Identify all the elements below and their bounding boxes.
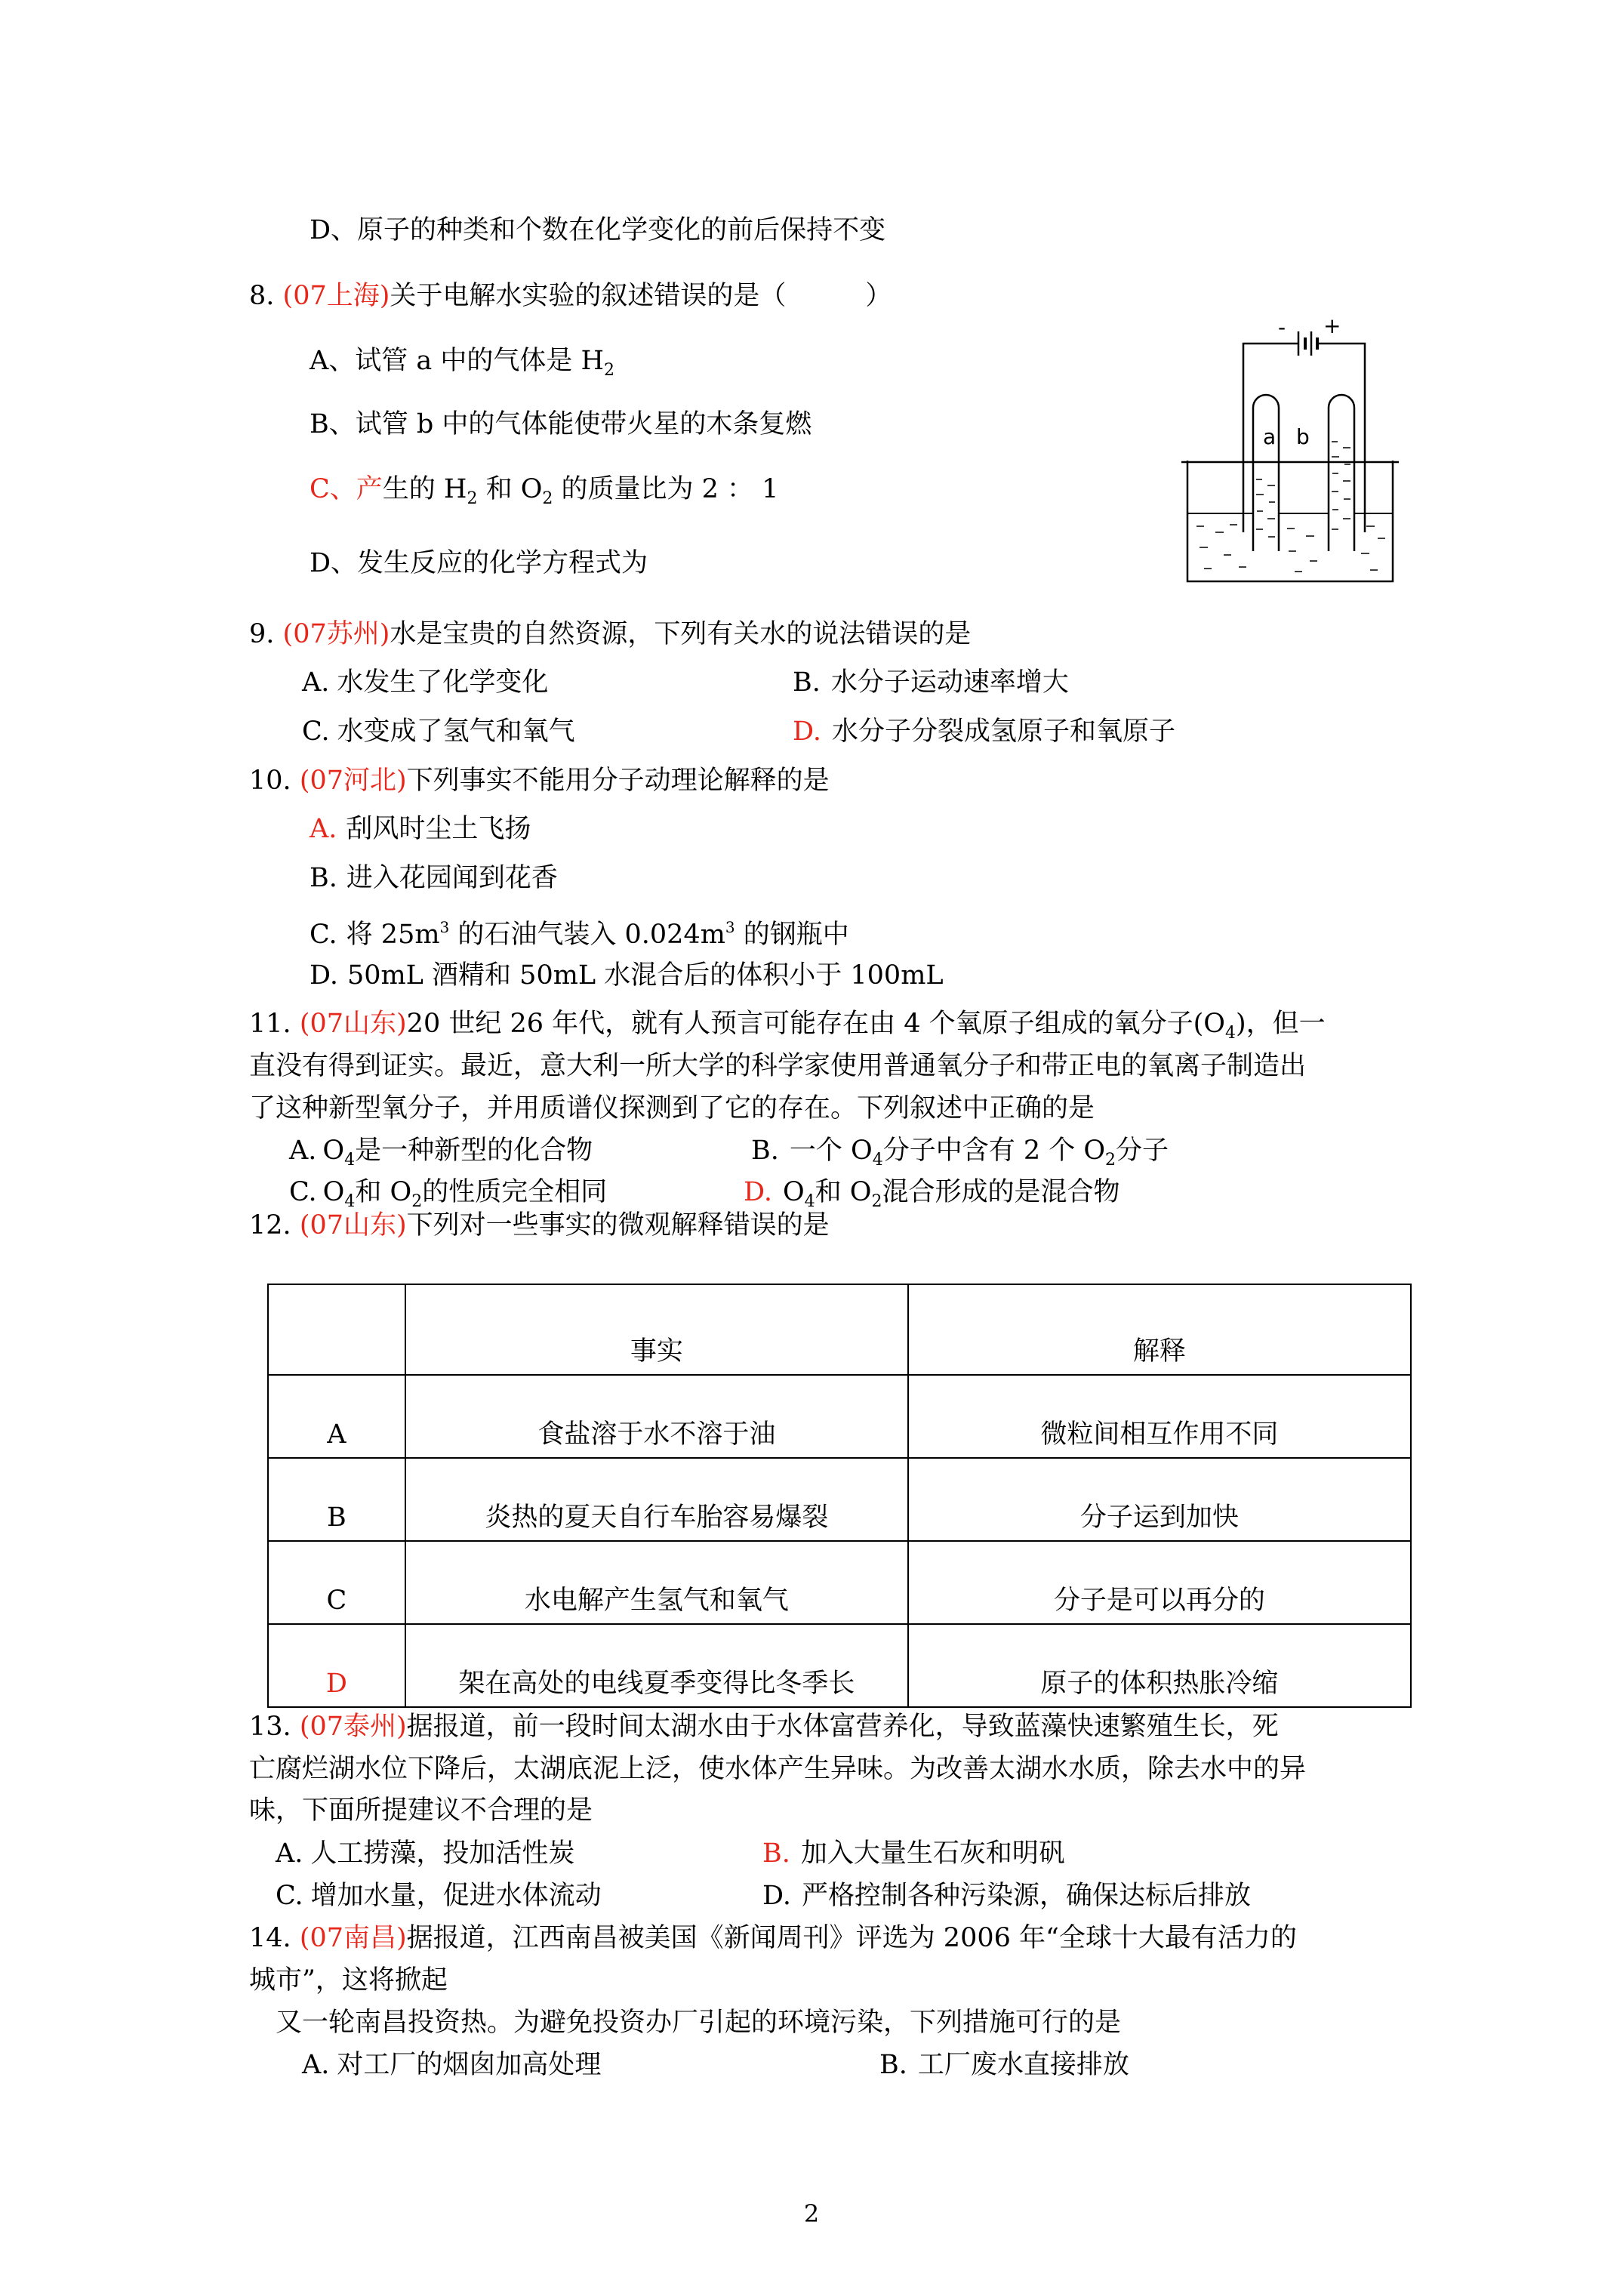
- header-cell: [268, 1284, 405, 1375]
- question-stem: 下列事实不能用分子动理论解释的是: [406, 766, 830, 796]
- row-label: C: [268, 1541, 405, 1624]
- q11-option-a: A. $O_4$是一种新型的化合物: [289, 1136, 593, 1170]
- q11-option-c: C. $O_4$和 $O_2$的性质完全相同: [289, 1177, 608, 1211]
- tube-b-water: [1332, 442, 1350, 529]
- tube-a-label: a: [1263, 424, 1277, 449]
- question-source: (07山东): [299, 1210, 407, 1240]
- question-10: [249, 764, 830, 797]
- question-source: (07河北): [299, 766, 407, 796]
- q8-option-d: D、发生反应的化学方程式为: [310, 548, 648, 578]
- q13-stem-line2: 亡腐烂湖水位下降后，太湖底泥上泛，使水体产生异味。为改善太湖水水质，除去水中的异: [249, 1754, 1307, 1784]
- q14-stem-line2: 城市”，这将掀起: [249, 1965, 448, 1996]
- test-tube-a: [1253, 395, 1279, 551]
- q8-option-a: A、试管 a 中的气体是 $H_2$: [310, 346, 615, 380]
- fact-cell: 水电解产生氢气和氧气: [405, 1541, 908, 1624]
- question-number: 10.: [249, 766, 291, 796]
- row-label: D: [268, 1624, 405, 1707]
- question-13: 13. (07泰州)据报道，前一段时间太湖水由于水体富营养化，导致蓝藻快速繁殖生长，死: [249, 1712, 1279, 1742]
- q9-option-c: C. 水变成了氢气和氧气: [302, 717, 575, 747]
- tube-b-label: b: [1296, 424, 1310, 449]
- tube-a-water: [1256, 479, 1275, 537]
- question-stem: 关于电解水实验的叙述错误的是（ ）: [390, 281, 892, 311]
- q11-option-b: B. 一个 $O_4$分子中含有 2 个 $O_2$分子: [751, 1136, 1169, 1170]
- q10-option-d: D. 50mL 酒精和 50mL 水混合后的体积小于 100mL: [310, 960, 944, 991]
- row-label: B: [268, 1458, 405, 1541]
- q13-stem-line3: 味，下面所提建议不合理的是: [249, 1795, 593, 1826]
- q8-option-c: C、产生的 $H_2$ 和 $O_2$ 的质量比为 2 ： 1: [310, 474, 779, 508]
- q14-stem-line3: 又一轮南昌投资热。为避免投资办厂引起的环境污染，下列措施可行的是: [276, 2008, 1122, 2038]
- question-source: (07苏州): [282, 619, 390, 649]
- q10-option-b: B. 进入花园闻到花香: [310, 863, 558, 893]
- table-row: [268, 1624, 1411, 1707]
- fact-cell: 架在高处的电线夏季变得比冬季长: [405, 1624, 908, 1707]
- wire-right: [1317, 344, 1365, 532]
- question-source: (07上海): [282, 281, 390, 311]
- question-number: 9.: [249, 619, 275, 649]
- question-number: 14.: [249, 1923, 291, 1953]
- question-source: (07南昌): [299, 1923, 407, 1953]
- table-row: [268, 1541, 1411, 1624]
- question-stem: 下列对一些事实的微观解释错误的是: [406, 1210, 830, 1240]
- q8-option-b: B、试管 b 中的气体能使带火星的木条复燃: [310, 409, 812, 439]
- q11-option-d: D. $O_4$和 $O_2$混合形成的是混合物: [744, 1177, 1120, 1211]
- beaker: [1187, 461, 1393, 581]
- electrolysis-apparatus-figure: [1181, 313, 1408, 585]
- question-source: (07泰州): [299, 1712, 407, 1742]
- beaker-water: [1196, 525, 1385, 572]
- header-cell: 事实: [405, 1284, 908, 1375]
- q14-option-b: B. 工厂废水直接排放: [879, 2050, 1129, 2080]
- header-cell: 解释: [908, 1284, 1411, 1375]
- row-label: A: [268, 1375, 405, 1458]
- facts-explanations-table: [267, 1284, 1412, 1708]
- table-row: [268, 1375, 1411, 1458]
- question-9: [249, 618, 971, 651]
- question-stem: 水是宝贵的自然资源，下列有关水的说法错误的是: [390, 619, 972, 649]
- q9-option-d: D. 水分子分裂成氢原子和氧原子: [793, 717, 1175, 747]
- fact-cell: 食盐溶于水不溶于油: [405, 1375, 908, 1458]
- question-14: 14. (07南昌)据报道，江西南昌被美国《新闻周刊》评选为 2006 年“全球十大最有活力的: [249, 1923, 1297, 1953]
- q13-option-d: D. 严格控制各种污染源，确保达标后排放: [762, 1881, 1251, 1911]
- explanation-cell: 微粒间相互作用不同: [908, 1375, 1411, 1458]
- question-number: 11.: [249, 1009, 291, 1039]
- question-number: 8.: [249, 281, 275, 311]
- explanation-cell: 分子运到加快: [908, 1458, 1411, 1541]
- q13-option-c: C. 增加水量，促进水体流动: [276, 1881, 602, 1911]
- q13-option-a: A. 人工捞藻，投加活性炭: [276, 1838, 575, 1869]
- question-number: 13.: [249, 1712, 291, 1742]
- q11-stem-line2: 直没有得到证实。最近，意大利一所大学的科学家使用普通氧分子和带正电的氧离子制造出: [249, 1051, 1307, 1081]
- question-number: 12.: [249, 1210, 291, 1240]
- q14-option-a: A. 对工厂的烟囱加高处理: [302, 2050, 602, 2080]
- table-header-row: [268, 1284, 1411, 1375]
- q10-option-c: C. 将 $25m^3$ 的石油气装入 $0.024m^3$ 的钢瓶中: [310, 918, 849, 950]
- q9-option-a: A. 水发生了化学变化: [302, 667, 549, 698]
- q9-option-b: B. 水分子运动速率增大: [793, 667, 1069, 698]
- question-source: (07山东): [299, 1009, 407, 1039]
- fact-cell: 炎热的夏天自行车胎容易爆裂: [405, 1458, 908, 1541]
- q13-option-b: B. 加入大量生石灰和明矾: [762, 1838, 1065, 1869]
- question-11: 11. (07山东)20 世纪 26 年代，就有人预言可能存在由 4 个氧原子组成的氧分子$(O_4)$，但一: [249, 1009, 1326, 1043]
- q11-stem-line3: 了这种新型氧分子，并用质谱仪探测到了它的存在。下列叙述中正确的是: [249, 1093, 1095, 1123]
- page-number: 2: [803, 2199, 820, 2228]
- minus-label: -: [1278, 315, 1286, 340]
- q7-option-d: D、原子的种类和个数在化学变化的前后保持不变: [310, 215, 886, 245]
- explanation-cell: 原子的体积热胀冷缩: [908, 1624, 1411, 1707]
- question-8: [249, 279, 892, 313]
- plus-label: +: [1323, 313, 1341, 338]
- table-row: [268, 1458, 1411, 1541]
- question-12: [249, 1209, 830, 1242]
- explanation-cell: 分子是可以再分的: [908, 1541, 1411, 1624]
- q10-option-a: A. 刮风时尘土飞扬: [310, 814, 531, 844]
